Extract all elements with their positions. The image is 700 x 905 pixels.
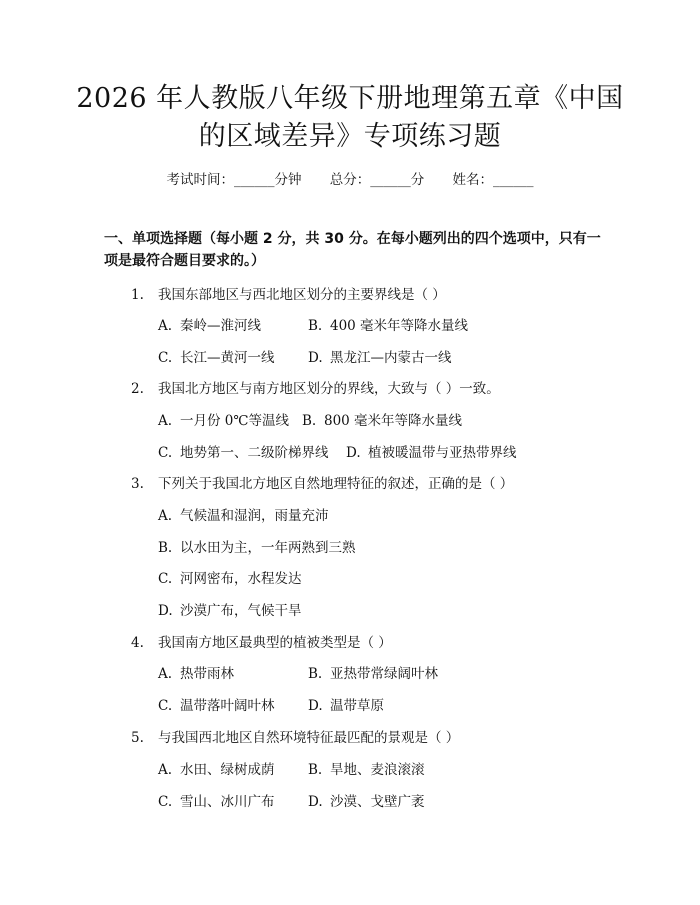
option-letter: C. bbox=[158, 445, 173, 461]
option-text: 植被暖温带与亚热带界线 bbox=[368, 445, 517, 461]
question-text: 我国东部地区与西北地区划分的主要界线是（ ） bbox=[158, 287, 446, 303]
option-letter: D. bbox=[158, 603, 173, 619]
option-text: 长江—黄河一线 bbox=[180, 350, 275, 366]
option-5a bbox=[158, 758, 275, 778]
option-1b bbox=[308, 314, 468, 334]
option-4d bbox=[308, 694, 384, 714]
option-4b bbox=[308, 662, 438, 682]
question-number: 2. bbox=[131, 381, 144, 397]
question-number: 5. bbox=[131, 730, 144, 746]
option-text: 黑龙江—内蒙古一线 bbox=[330, 350, 452, 366]
student-name: 姓名：______ bbox=[452, 172, 534, 188]
option-text: 400 毫米年等降水量线 bbox=[330, 318, 469, 334]
option-letter: B. bbox=[302, 413, 317, 429]
option-4a bbox=[158, 662, 234, 682]
option-text: 秦岭—淮河线 bbox=[180, 318, 261, 334]
option-letter: D. bbox=[308, 794, 323, 810]
option-letter: A. bbox=[158, 508, 173, 524]
option-text: 以水田为主，一年两熟到三熟 bbox=[180, 540, 356, 556]
question-number: 4. bbox=[131, 635, 144, 651]
option-letter: C. bbox=[158, 350, 173, 366]
question-1 bbox=[131, 283, 446, 303]
option-letter: A. bbox=[158, 666, 173, 682]
option-letter: C. bbox=[158, 698, 173, 714]
option-letter: B. bbox=[308, 318, 323, 334]
option-letter: D. bbox=[308, 350, 323, 366]
option-letter: A. bbox=[158, 413, 173, 429]
option-text: 雪山、冰川广布 bbox=[180, 794, 275, 810]
option-letter: B. bbox=[308, 666, 323, 682]
option-text: 沙漠广布，气候干旱 bbox=[180, 603, 302, 619]
option-2a bbox=[158, 409, 289, 429]
question-text: 我国北方地区与南方地区划分的界线，大致与（ ）一致。 bbox=[158, 381, 500, 397]
question-number: 3. bbox=[131, 476, 144, 492]
option-letter: C. bbox=[158, 571, 173, 587]
question-4 bbox=[131, 631, 392, 651]
option-text: 水田、绿树成荫 bbox=[180, 762, 275, 778]
option-2d bbox=[346, 441, 517, 461]
option-text: 温带落叶阔叶林 bbox=[180, 698, 275, 714]
option-letter: D. bbox=[308, 698, 323, 714]
title-line-1: 2026 年人教版八年级下册地理第五章《中国 bbox=[76, 83, 624, 114]
option-3b bbox=[158, 536, 356, 556]
option-letter: C. bbox=[158, 794, 173, 810]
option-letter: B. bbox=[308, 762, 323, 778]
option-1d bbox=[308, 346, 452, 366]
exam-time: 考试时间：______分钟 bbox=[166, 172, 302, 188]
exam-info bbox=[0, 168, 700, 188]
question-text: 下列关于我国北方地区自然地理特征的叙述，正确的是（ ） bbox=[158, 476, 514, 492]
option-3a bbox=[158, 504, 329, 524]
option-text: 一月份 0℃等温线 bbox=[180, 413, 289, 429]
option-letter: D. bbox=[346, 445, 361, 461]
option-letter: A. bbox=[158, 762, 173, 778]
title-line-2: 的区域差异》专项练习题 bbox=[198, 121, 502, 152]
question-5 bbox=[131, 726, 459, 746]
option-text: 800 毫米年等降水量线 bbox=[324, 413, 463, 429]
question-number: 1. bbox=[131, 287, 144, 303]
question-2 bbox=[131, 377, 500, 397]
option-letter: A. bbox=[158, 318, 173, 334]
option-5c bbox=[158, 790, 275, 810]
total-score: 总分：______分 bbox=[329, 172, 425, 188]
option-text: 旱地、麦浪滚滚 bbox=[330, 762, 425, 778]
question-text: 我国南方地区最典型的植被类型是（ ） bbox=[158, 635, 392, 651]
option-text: 沙漠、戈壁广袤 bbox=[330, 794, 425, 810]
document-title bbox=[0, 80, 700, 156]
option-3d bbox=[158, 599, 302, 619]
option-4c bbox=[158, 694, 275, 714]
option-text: 气候温和湿润，雨量充沛 bbox=[180, 508, 329, 524]
option-text: 地势第一、二级阶梯界线 bbox=[180, 445, 329, 461]
option-2b bbox=[302, 409, 462, 429]
option-3c bbox=[158, 567, 302, 587]
option-letter: B. bbox=[158, 540, 173, 556]
option-text: 亚热带常绿阔叶林 bbox=[330, 666, 438, 682]
section-heading: 一、单项选择题（每小题 2 分，共 30 分。在每小题列出的四个选项中，只有一项是最符合题目要求的。） bbox=[104, 231, 601, 269]
option-1a bbox=[158, 314, 261, 334]
option-text: 热带雨林 bbox=[180, 666, 234, 682]
option-5d bbox=[308, 790, 425, 810]
option-5b bbox=[308, 758, 425, 778]
option-text: 温带草原 bbox=[330, 698, 384, 714]
option-1c bbox=[158, 346, 275, 366]
option-text: 河网密布，水程发达 bbox=[180, 571, 302, 587]
question-3 bbox=[131, 472, 513, 492]
option-2c bbox=[158, 441, 329, 461]
question-text: 与我国西北地区自然环境特征最匹配的景观是（ ） bbox=[158, 730, 460, 746]
